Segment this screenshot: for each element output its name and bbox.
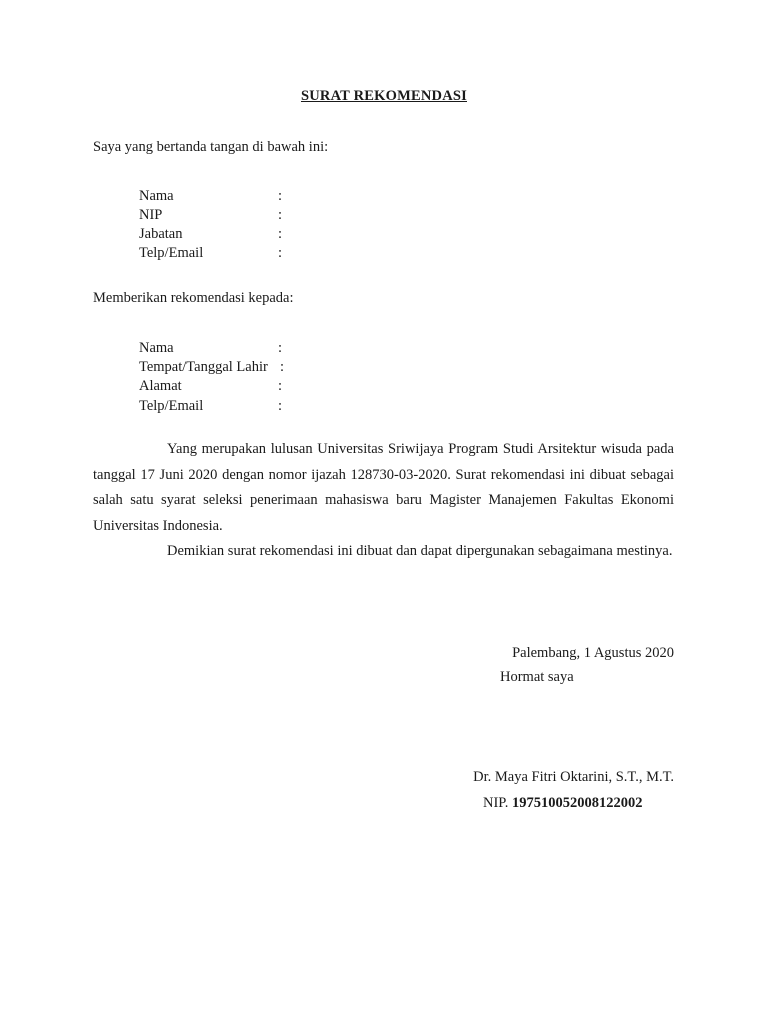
place-date: Palembang, 1 Agustus 2020 — [512, 645, 674, 661]
field-colon: : — [280, 359, 285, 375]
intro-text: Saya yang bertanda tangan di bawah ini: — [93, 139, 329, 155]
body-paragraph-2: Demikian surat rekomendasi ini dibuat dan dapat dipergunakan sebagaimana mestinya. — [167, 543, 673, 559]
field-label: Alamat — [139, 378, 182, 394]
recipient-intro-text: Memberikan rekomendasi kepada: — [93, 290, 294, 306]
field-label: Tempat/Tanggal Lahir — [139, 359, 268, 375]
field-label: Nama — [139, 188, 174, 204]
signer-nip-value: 197510052008122002 — [512, 795, 643, 811]
field-label: Telp/Email — [139, 245, 204, 261]
body-text — [93, 437, 674, 565]
field-label: NIP — [139, 207, 163, 223]
field-colon: : — [278, 207, 283, 223]
signer-nip-label: NIP. — [483, 795, 509, 811]
signer-name: Dr. Maya Fitri Oktarini, S.T., M.T. — [473, 769, 674, 785]
field-label: Nama — [139, 340, 174, 356]
field-colon: : — [278, 188, 283, 204]
field-label: Jabatan — [139, 226, 183, 242]
field-colon: : — [278, 245, 283, 261]
field-colon: : — [278, 226, 283, 242]
closing-text: Hormat saya — [500, 669, 574, 685]
field-colon: : — [278, 340, 283, 356]
field-label: Telp/Email — [139, 398, 204, 414]
body-paragraph-1: Yang merupakan lulusan Universitas Sriwijaya Program Studi Arsitektur wisuda pada tanggal 17 Juni 2020 dengan nomor ijazah 128730-03-2020. Surat rekomendasi ini dibuat sebagai salah satu syarat seleksi penerimaan mahasiswa baru Magister Manajemen Fakultas Ekonomi Universitas Indonesia. — [93, 441, 674, 534]
signer-nip — [483, 794, 643, 813]
field-colon: : — [278, 378, 283, 394]
letter-title: SURAT REKOMENDASI — [300, 88, 467, 104]
field-colon: : — [278, 398, 283, 414]
